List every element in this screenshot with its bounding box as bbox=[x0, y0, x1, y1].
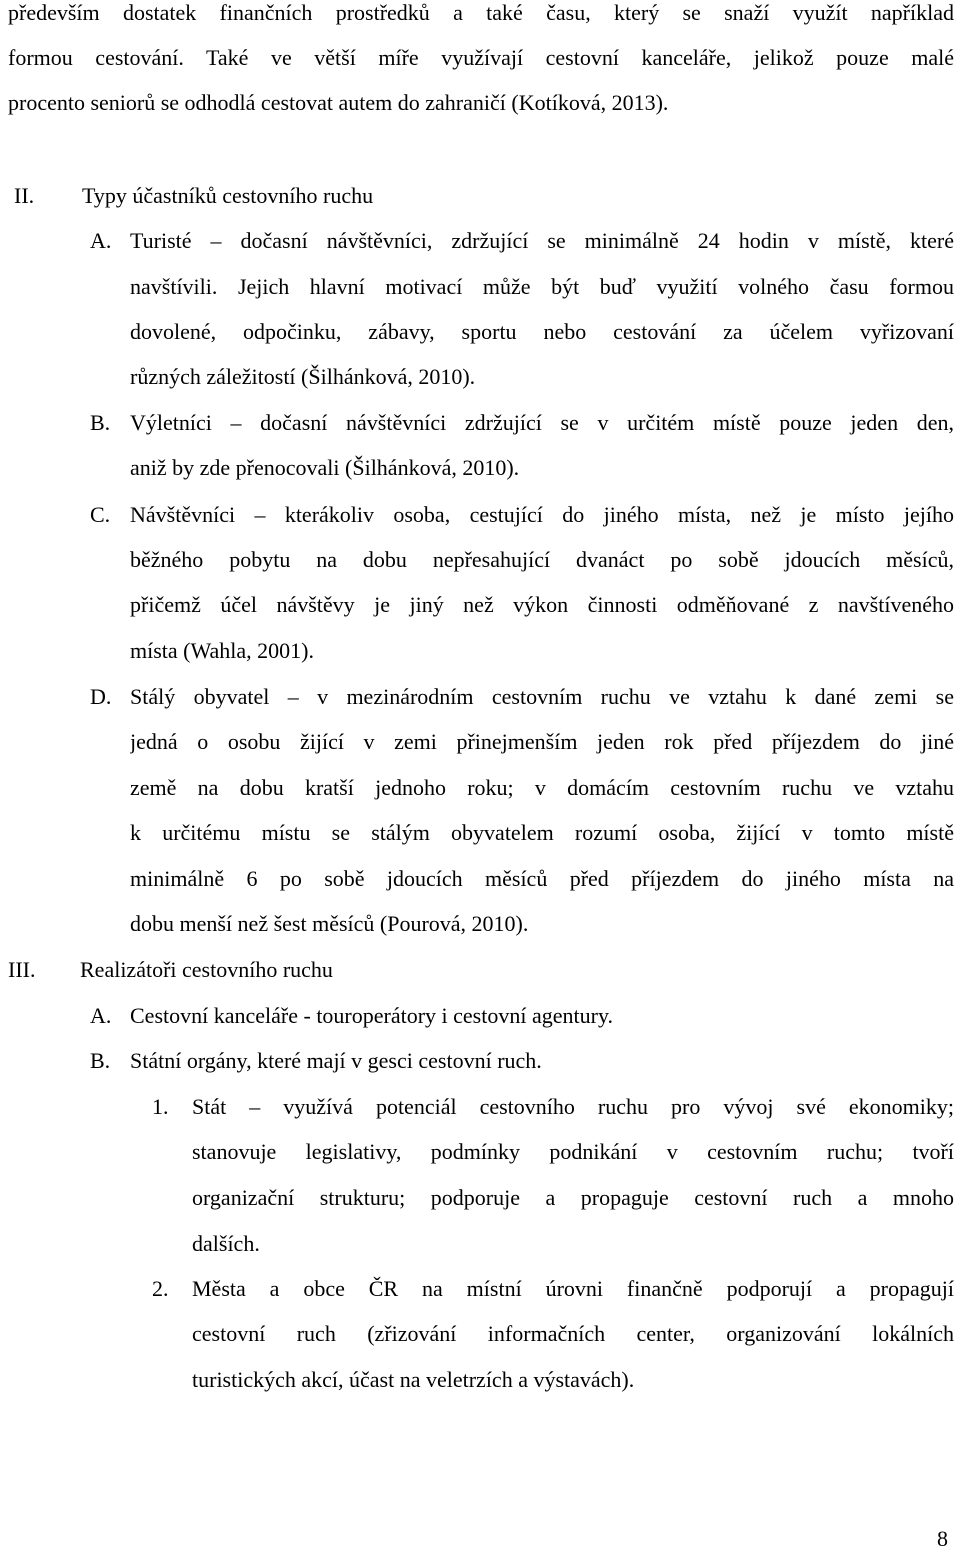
item-line: země na dobu kratší jednoho roku; v domácím cestovním ruchu ve vztahu bbox=[130, 775, 954, 800]
item-line: minimálně 6 po sobě jdoucích měsíců před příjezdem do jiného místa na bbox=[130, 866, 954, 891]
subitem-label: 1. bbox=[152, 1094, 169, 1119]
item-line: různých záležitostí (Šilhánková, 2010). bbox=[130, 364, 476, 389]
subitem-line: cestovní ruch (zřizování informačních center, organizování lokálních bbox=[192, 1321, 954, 1346]
section-iii-heading: Realizátoři cestovního ruchu bbox=[80, 957, 333, 982]
item-line: Stálý obyvatel – v mezinárodním cestovním ruchu ve vztahu k dané zemi se bbox=[130, 684, 954, 709]
item-line: Návštěvníci – kterákoliv osoba, cestující do jiného místa, než je místo jejího bbox=[130, 502, 954, 527]
item-line: Státní orgány, které mají v gesci cestovní ruch. bbox=[130, 1048, 542, 1073]
subitem-line: turistických akcí, účast na veletrzích a výstavách). bbox=[192, 1367, 635, 1392]
subitem-line: organizační strukturu; podporuje a propaguje cestovní ruch a mnoho bbox=[192, 1185, 954, 1210]
item-line: dovolené, odpočinku, zábavy, sportu nebo cestování za účelem vyřizovaní bbox=[130, 319, 954, 344]
item-line: k určitému místu se stálým obyvatelem rozumí osoba, žijící v tomto místě bbox=[130, 820, 954, 845]
section-iii-label: III. bbox=[8, 957, 36, 982]
item-line: jedná o osobu žijící v zemi přinejmenším jeden rok před příjezdem do jiné bbox=[130, 729, 954, 754]
item-line: Turisté – dočasní návštěvníci, zdržující se minimálně 24 hodin v místě, které bbox=[130, 228, 954, 253]
item-label: A. bbox=[90, 1003, 112, 1028]
section-ii-heading: Typy účastníků cestovního ruchu bbox=[82, 183, 374, 208]
item-label: B. bbox=[90, 1048, 111, 1073]
item-line: přičemž účel návštěvy je jiný než výkon činnosti odměňované z navštíveného bbox=[130, 592, 954, 617]
intro-line: procento seniorů se odhodlá cestovat autem do zahraničí (Kotíková, 2013). bbox=[8, 90, 669, 115]
section-ii-label: II. bbox=[14, 183, 35, 208]
item-line: aniž by zde přenocovali (Šilhánková, 2010). bbox=[130, 455, 520, 480]
subitem-line: Města a obce ČR na místní úrovni finančně podporují a propagují bbox=[192, 1276, 954, 1301]
item-line: dobu menší než šest měsíců (Pourová, 2010). bbox=[130, 911, 529, 936]
item-label: B. bbox=[90, 410, 111, 435]
item-label: C. bbox=[90, 502, 111, 527]
item-line: běžného pobytu na dobu nepřesahující dvanáct po sobě jdoucích měsíců, bbox=[130, 547, 954, 572]
item-label: A. bbox=[90, 228, 112, 253]
page-number: 8 bbox=[937, 1526, 948, 1551]
subitem-line: Stát – využívá potenciál cestovního ruchu pro vývoj své ekonomiky; bbox=[192, 1094, 954, 1119]
item-line: navštívili. Jejich hlavní motivací může být buď využití volného času formou bbox=[130, 274, 954, 299]
item-line: místa (Wahla, 2001). bbox=[130, 638, 314, 663]
subitem-line: stanovuje legislativy, podmínky podnikání v cestovním ruchu; tvoří bbox=[192, 1139, 954, 1164]
subitem-label: 2. bbox=[152, 1276, 169, 1301]
subitem-line: dalších. bbox=[192, 1231, 260, 1256]
item-label: D. bbox=[90, 684, 112, 709]
intro-line: především dostatek finančních prostředků a také času, který se snaží využít například bbox=[8, 0, 954, 25]
intro-line: formou cestování. Také ve větší míře využívají cestovní kanceláře, jelikož pouze malé bbox=[8, 45, 954, 70]
item-line: Cestovní kanceláře - touroperátory i cestovní agentury. bbox=[130, 1003, 614, 1028]
item-line: Výletníci – dočasní návštěvníci zdržující se v určitém místě pouze jeden den, bbox=[130, 410, 954, 435]
